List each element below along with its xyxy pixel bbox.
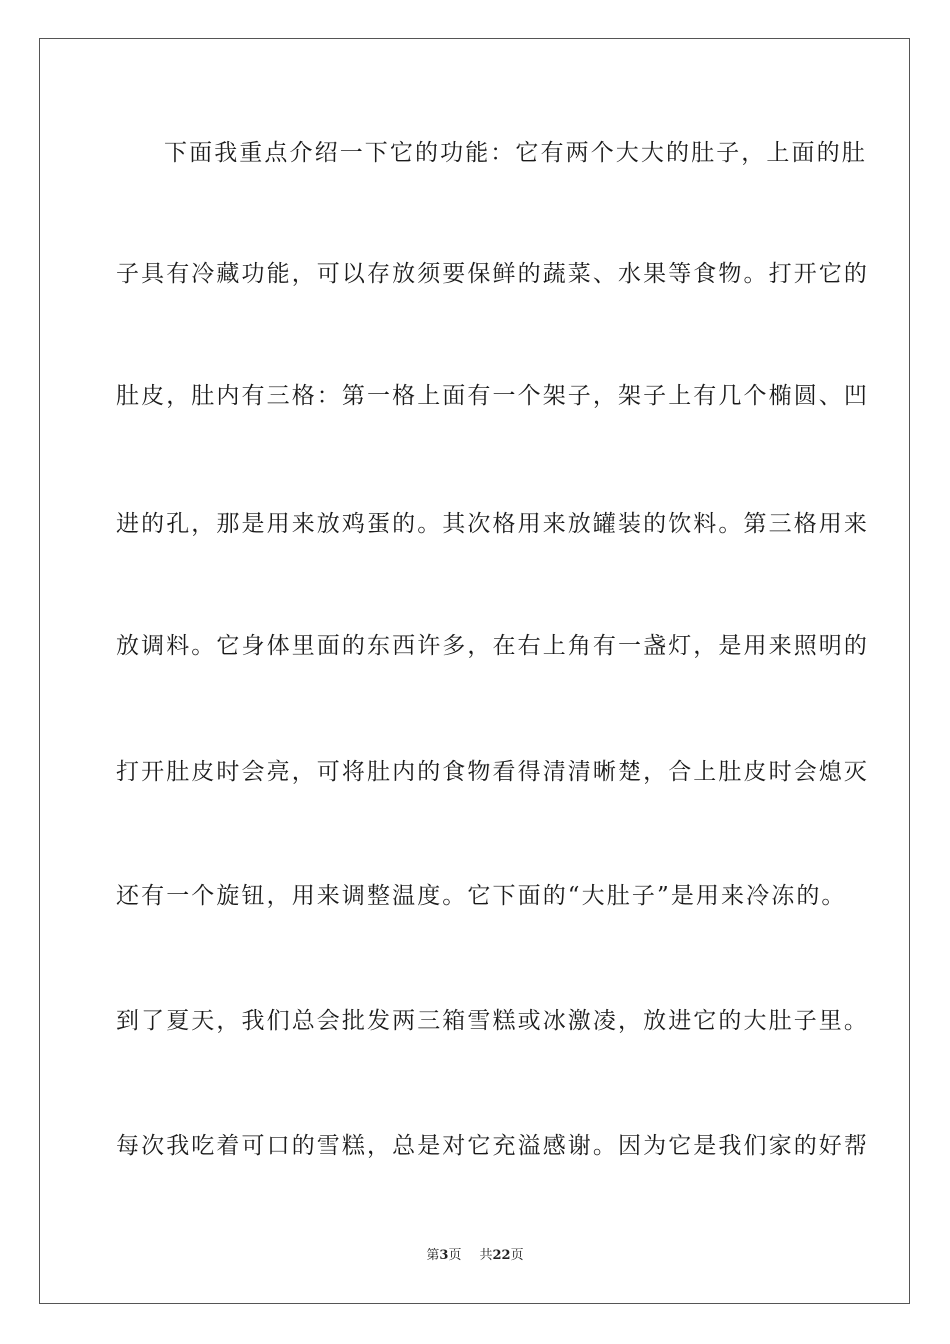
paragraph-line-5: 放调料。它身体里面的东西许多，在右上角有一盏灯，是用来照明的 [116,633,869,659]
paragraph-line-1: 下面我重点介绍一下它的功能：它有两个大大的肚子，上面的肚 [164,140,867,166]
total-label-suffix: 页 [510,1248,524,1263]
paragraph-line-7: 还有一个旋钮，用来调整温度。它下面的“大肚子”是用来冷冻的。 [116,883,847,909]
paragraph-line-6: 打开肚皮时会亮，可将肚内的食物看得清清晰楚，合上肚皮时会熄灭 [116,759,869,785]
paragraph-line-2: 子具有冷藏功能，可以存放须要保鲜的蔬菜、水果等食物。打开它的 [116,261,869,287]
paragraph-line-8: 到了夏天，我们总会批发两三箱雪糕或冰激凌，放进它的大肚子里。 [116,1008,869,1034]
page-footer [0,1246,950,1266]
total-label-prefix: 共 [479,1248,493,1263]
page-label-prefix: 第 [426,1248,440,1263]
total-pages: 22 [492,1248,511,1263]
paragraph-line-9: 每次我吃着可口的雪糕，总是对它充溢感谢。因为它是我们家的好帮 [116,1133,869,1159]
page-border [39,38,910,1304]
paragraph-line-4: 进的孔，那是用来放鸡蛋的。其次格用来放罐装的饮料。第三格用来 [116,511,869,537]
page-number: 3 [439,1248,449,1263]
page-label-suffix: 页 [448,1248,462,1263]
paragraph-line-3: 肚皮，肚内有三格：第一格上面有一个架子，架子上有几个椭圆、凹 [116,383,869,409]
